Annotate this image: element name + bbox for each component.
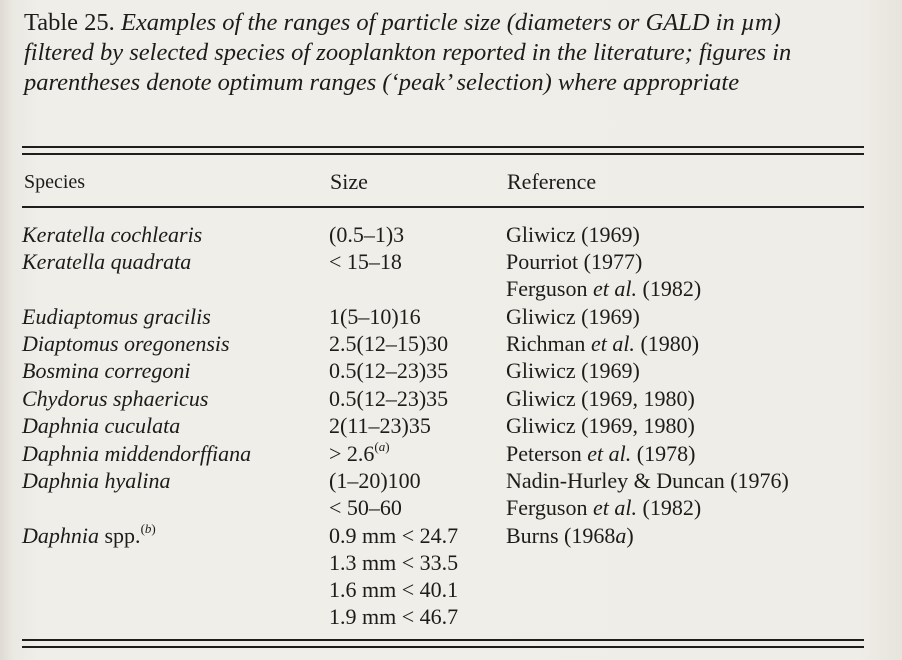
reference-author: Ferguson	[506, 276, 593, 301]
footnote-letter: b	[144, 520, 152, 536]
reference-author: Peterson	[506, 441, 588, 466]
reference-cell: Gliwicz (1969)	[506, 304, 640, 329]
header-reference: Reference	[507, 169, 597, 194]
size-cell: < 50–60	[329, 495, 402, 520]
size-cell: 2(11–23)35	[329, 413, 431, 438]
reference-author: Richman	[506, 331, 591, 356]
species-cell: Chydorus sphaericus	[22, 386, 209, 411]
reference-cell	[506, 275, 701, 302]
species-cell: Daphnia middendorffiana	[22, 441, 252, 466]
reference-year: (1978)	[631, 441, 696, 466]
reference-etal: et al.	[587, 441, 632, 466]
reference-year: (1982)	[637, 495, 702, 520]
species-cell: Diaptomus oregonensis	[22, 331, 230, 356]
reference-cell	[506, 494, 701, 521]
size-cell: 1(5–10)16	[329, 304, 421, 329]
bottom-rule-2	[22, 646, 864, 648]
size-value: > 2.6	[329, 441, 375, 466]
reference-close: )	[626, 523, 634, 548]
size-cell: 1.9 mm < 46.7	[329, 604, 459, 629]
reference-cell: Gliwicz (1969)	[506, 358, 640, 383]
top-rule-1	[22, 146, 864, 148]
reference-cell: Gliwicz (1969, 1980)	[506, 386, 695, 411]
reference-cell: Nadin-Hurley & Duncan (1976)	[506, 468, 789, 493]
size-cell: (0.5–1)3	[329, 222, 405, 247]
species-cell: Eudiaptomus gracilis	[22, 304, 211, 329]
caption-text: Examples of the ranges of particle size (diameters or GALD in µm) filtered by selected species of zooplankton reported in the literature; figures in parentheses denote optimum ranges (‘peak’ selection) where appropriate	[24, 9, 792, 96]
size-cell: < 15–18	[329, 249, 402, 274]
species-suffix: spp.	[104, 523, 141, 548]
species-cell: Keratella quadrata	[22, 249, 192, 274]
top-rule-2	[22, 153, 864, 155]
header-size: Size	[330, 169, 368, 194]
size-cell: 0.5(12–23)35	[329, 358, 449, 383]
reference-cell: Pourriot (1977)	[506, 249, 643, 274]
reference-cell: Gliwicz (1969)	[506, 222, 640, 247]
species-cell: Keratella cochlearis	[22, 222, 203, 247]
footnote-marker: (b)	[140, 520, 156, 536]
reference-author: Ferguson	[506, 495, 593, 520]
bottom-rule-1	[22, 639, 864, 641]
size-cell: 2.5(12–15)30	[329, 331, 449, 356]
reference-author: Burns (1968	[506, 523, 616, 548]
reference-year: (1982)	[637, 276, 702, 301]
table-caption	[24, 8, 854, 98]
reference-etal: et al.	[590, 331, 635, 356]
reference-etal: et al.	[593, 495, 637, 520]
reference-cell	[506, 440, 695, 467]
footnote-marker: (a)	[374, 438, 390, 454]
size-cell: 1.6 mm < 40.1	[329, 577, 459, 602]
species-cell: Daphnia cuculata	[22, 413, 181, 438]
reference-cell	[506, 522, 634, 549]
table-number: Table 25.	[24, 9, 115, 36]
reference-cell: Gliwicz (1969, 1980)	[506, 413, 695, 438]
header-rule	[22, 206, 864, 208]
size-cell: 0.5(12–23)35	[329, 386, 449, 411]
reference-suffix: a	[615, 523, 627, 548]
species-genus: Daphnia	[22, 523, 99, 548]
footnote-letter: a	[378, 438, 386, 454]
size-cell: 0.9 mm < 24.7	[329, 523, 459, 548]
reference-etal: et al.	[593, 276, 637, 301]
species-cell	[22, 522, 156, 549]
size-cell: (1–20)100	[329, 468, 421, 493]
size-cell: 1.3 mm < 33.5	[329, 550, 459, 575]
reference-cell	[506, 330, 699, 357]
size-cell	[329, 440, 390, 467]
reference-year: (1980)	[634, 331, 700, 356]
species-cell: Bosmina corregoni	[22, 358, 191, 383]
species-cell: Daphnia hyalina	[22, 468, 171, 493]
header-species: Species	[24, 171, 86, 193]
